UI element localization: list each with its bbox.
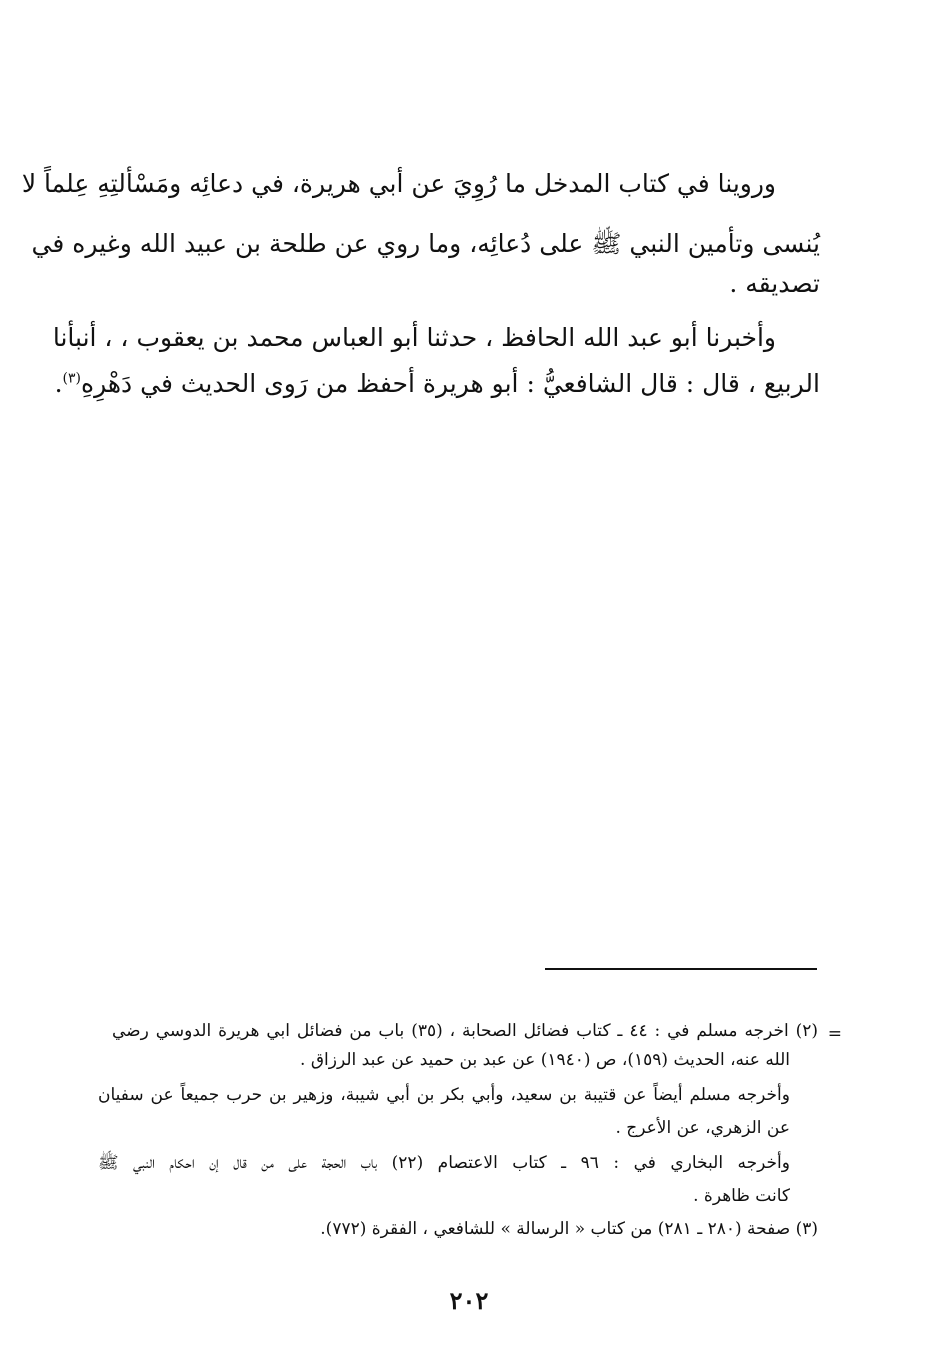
- footnote-2-line-4: عن الزهري، عن الأعرج .: [615, 1118, 790, 1138]
- paragraph-1-line-3: تصديقه .: [729, 269, 820, 298]
- paragraph-1-line-1: وروينا في كتاب المدخل ما رُوِيَ عن أبي هريرة، في دعائِه ومَسْألتِهِ عِلماً لا: [21, 169, 776, 198]
- footnote-reference-3[interactable]: (٣): [62, 370, 81, 387]
- paragraph-2-line-2: [54, 364, 820, 404]
- footnote-2-line-6: كانت ظاهرة .: [693, 1186, 790, 1206]
- paragraph-2-end-mark: .: [54, 369, 63, 398]
- paragraph-2-line-1: وأخبرنا أبو عبد الله الحافظ ، حدثنا أبو العباس محمد بن يعقوب ، ، أنبأنا: [52, 323, 776, 352]
- paragraph-1-line-2: يُنسى وتأمين النبي ﷺ على دُعائِه، وما روي عن طلحة بن عبيد الله وغيره في: [31, 229, 820, 258]
- footnote-2-line-2: الله عنه، الحديث (١٥٩)، ص (١٩٤٠) عن عبد بن حميد عن عبد الرزاق .: [300, 1050, 790, 1070]
- footnote-3-line-1: (٣) صفحة (٢٨٠ ـ ٢٨١) من كتاب « الرسالة » للشافعي ، الفقرة (٧٧٢).: [320, 1219, 818, 1239]
- footnote-2-line-5: وأخرجه البخاري في : ٩٦ ـ كتاب الاعتصام (٢٢) باب الحجة على من قال إن احكام النبي ﷺ: [98, 1153, 790, 1173]
- paragraph-2-line-2-text: الربيع ، قال : قال الشافعيُّ : أبو هريرة أحفظ من رَوى الحديث في دَهْرِهِ: [80, 369, 820, 398]
- footnote-2-line-3: وأخرجه مسلم أيضاً عن قتيبة بن سعيد، وأبي بكر بن أبي شيبة، وزهير بن حرب جميعاً عن سفيان: [98, 1085, 790, 1105]
- footnote-continuation-mark: =: [827, 1024, 842, 1044]
- page-number: ٢٠٢: [449, 1286, 489, 1315]
- footnote-separator: [545, 968, 817, 970]
- footnote-2-line-1: (٢) اخرجه مسلم في : ٤٤ ـ كتاب فضائل الصحابة ، (٣٥) باب من فضائل ابي هريرة الدوسي رضي: [112, 1021, 818, 1041]
